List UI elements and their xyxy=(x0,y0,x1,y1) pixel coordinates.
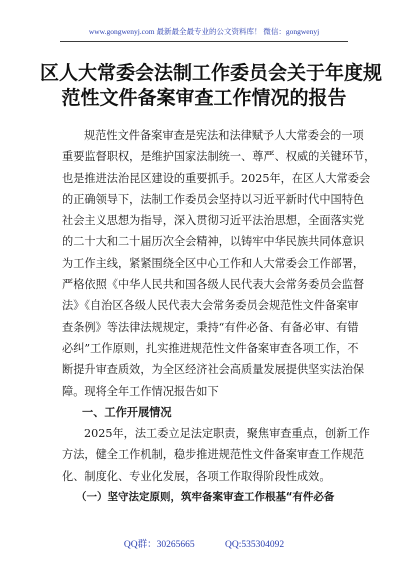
header-divider xyxy=(60,41,348,42)
footer-qq[interactable]: QQ:535304092 xyxy=(224,540,285,550)
body-text-line: 必纠”工作原则，扎实推进规范性文件备案审查各项工作，不 xyxy=(62,341,359,355)
body-text-line: 查条例》等法律法规规定，秉持“有件必备、有备必审、有错 xyxy=(62,320,359,334)
header-banner[interactable]: www.gongwenyj.com 最新最全最专业的公文资料库！ 微信：gongwenyj xyxy=(88,27,320,36)
body-text-line: 障。现将全年工作情况报告如下 xyxy=(62,384,219,398)
title-line-2: 范性文件备案审查工作情况的报告 xyxy=(61,87,347,109)
footer-qq-group[interactable]: QQ群：30265665 xyxy=(123,540,195,550)
document-title xyxy=(40,61,383,111)
body-text-line: 为工作主线，紧紧围绕全区中心工作和人大常委会工作部署， xyxy=(62,256,365,270)
body-text-line: 2025年，法工委立足法定职责，聚焦审查重点，创新工作 xyxy=(84,427,370,441)
body-text-line: 严格依照《中华人民共和国各级人民代表大会常务委员会监督 xyxy=(62,278,365,292)
body-text-line: 重要监督职权，是维护国家法制统一、尊严、权威的关键环节， xyxy=(62,150,376,164)
body-text-line: 方法，健全工作机制，稳步推进规范性文件备案审查工作规范 xyxy=(62,448,365,462)
document-body xyxy=(62,125,376,508)
section-heading: 一、工作开展情况 xyxy=(82,405,172,419)
body-text-line: 化、制度化、专业化发展，各项工作取得阶段性成效。 xyxy=(62,469,331,483)
title-line-1: 区人大常委会法制工作委员会关于年度规 xyxy=(40,62,383,84)
body-text-line: 的正确领导下，法制工作委员会坚持以习近平新时代中国特色 xyxy=(62,192,365,206)
body-text-line: 断提升审查质效，为全区经济社会高质量发展提供坚实法治保 xyxy=(62,363,365,377)
body-text-line: 的二十大和二十届历次全会精神，以铸牢中华民族共同体意识 xyxy=(62,235,365,249)
body-text-line: 法》《自治区各级人民代表大会常务委员会规范性文件备案审 xyxy=(62,299,359,313)
footer-contact xyxy=(0,536,408,550)
body-text-line: 也是推进法治昆区建设的重要抓手。2025年，在区人大常委会 xyxy=(62,171,371,185)
body-text-line: 社会主义思想为指导，深入贯彻习近平法治思想，全面落实党 xyxy=(62,214,365,228)
section-heading: （一）坚守法定原则，筑牢备案审查工作根基“有件必备 xyxy=(76,491,335,504)
body-text-line: 规范性文件备案审查是宪法和法律赋予人大常委会的一项 xyxy=(84,129,364,142)
